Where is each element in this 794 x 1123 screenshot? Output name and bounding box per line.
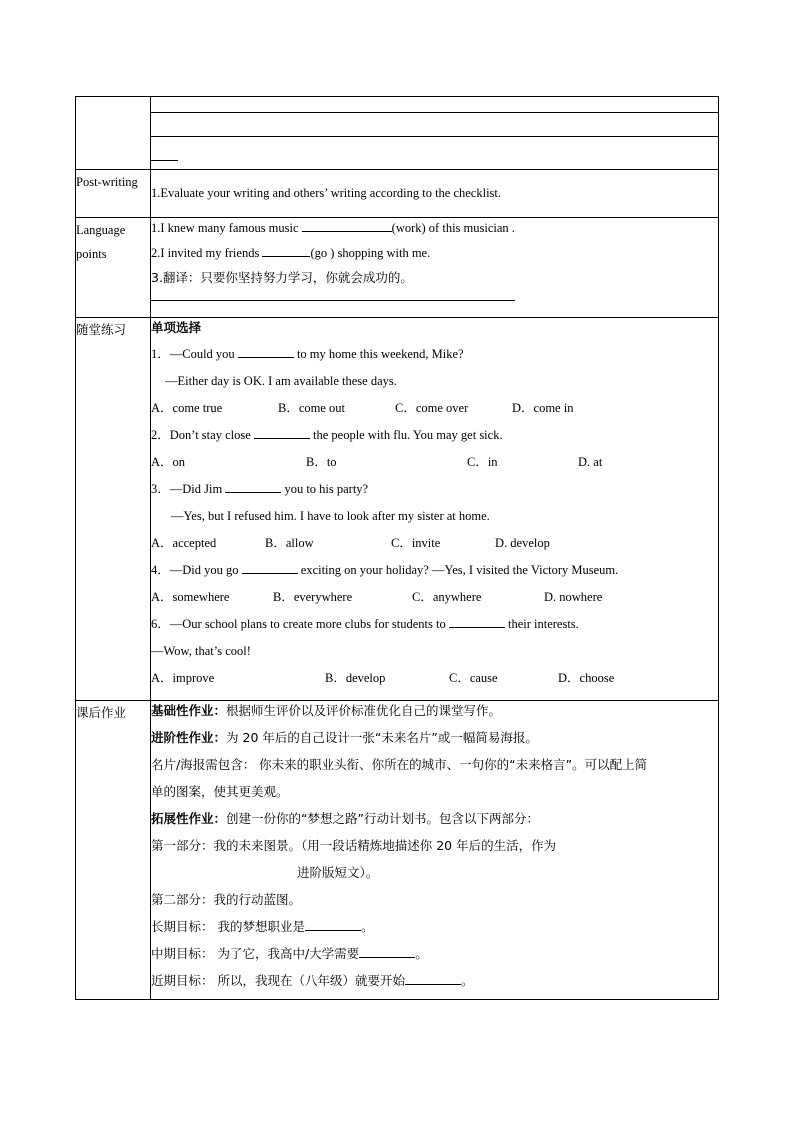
q6-options [151,665,718,692]
hw-long-text: 长期目标： 我的梦想职业是 [151,919,305,934]
hw-basic-title: 基础性作业： [151,703,227,718]
language-points-row [76,218,719,318]
hw-basic [151,701,718,724]
q3-reply: —Yes, but I refused him. I have to look after my sister at home. [171,509,490,523]
lp-item-2 [151,241,718,266]
q1-blank [238,346,294,358]
question-4 [151,557,718,584]
q3-options [151,530,718,557]
hw-card-line-1: 名片/海报需包含： 你未来的职业头衔、你所在的城市、一句你的“未来格言”。可以配上简 [151,757,648,772]
hw-card-line-2: 单的图案，使其更美观。 [151,784,289,799]
q6-blank [449,616,505,628]
q4-option-d: D. nowhere [544,590,603,604]
lp-item-2-text-a: 2.I invited my friends [151,246,263,260]
post-writing-row [76,170,719,218]
q4-blank [242,562,298,574]
lp-item-3: 3.翻译：只要你坚持努力学习，你就会成功的。 [151,270,413,285]
q2-option-c: C．in [467,455,498,469]
q6-text-b: their interests. [504,617,579,631]
q3-text-a: 3．—Did Jim [151,482,226,496]
hw-mid-text: 中期目标： 为了它，我高中/大学需要 [151,946,360,961]
lesson-table [75,96,719,1000]
hw-basic-text: 根据师生评价以及评价标准优化自己的课堂写作。 [226,703,502,718]
q4-text-b: exciting on your holiday? —Yes, I visited the Victory Museum. [297,563,619,577]
q2-options [151,449,718,476]
lp-item-1-text-b: (work) of this musician . [391,221,515,235]
q2-option-a: A．on [151,455,186,469]
lp-item-2-blank [262,245,310,257]
hw-extension [151,805,718,832]
q4-option-a: A．somewhere [151,590,230,604]
writing-line-2 [151,123,718,137]
practice-cell [151,318,719,701]
q1-options [151,395,718,422]
writing-line-1 [151,99,718,113]
hw-near-text: 近期目标： 所以，我现在（八年级）就要开始 [151,973,405,988]
q4-option-c: C．anywhere [412,590,482,604]
q1-option-c: C．come over [395,401,469,415]
hw-near-end: 。 [460,973,474,988]
hw-mid-blank [359,946,415,958]
q3-option-a: A．accepted [151,536,217,550]
post-writing-label: Post-writing [76,170,151,218]
q2-text-a: 2．Don’t stay close [151,428,254,442]
homework-cell [151,701,719,1000]
writing-lines-cell [151,97,719,170]
practice-label: 随堂练习 [76,318,151,701]
q1-text-b: to my home this weekend, Mike? [293,347,464,361]
post-writing-text: 1.Evaluate your writing and others’ writing according to the checklist. [151,186,502,200]
q1-option-d: D．come in [512,401,574,415]
lp-item-1 [151,218,718,241]
q2-blank [254,427,310,439]
lp-item-1-text-a: 1.I knew many famous music [151,221,302,235]
writing-line-3 [151,147,178,161]
lp-item-3-answer-line [151,290,515,301]
hw-long-blank [305,919,361,931]
homework-row [76,701,719,1000]
q2-option-b: B．to [306,455,337,469]
question-1 [151,341,718,368]
q6-option-b: B．develop [325,671,386,685]
q4-options [151,584,718,611]
q6-option-a: A．improve [151,671,215,685]
hw-near-term [151,967,718,994]
question-3 [151,476,718,503]
lp-item-1-blank [302,220,392,232]
q4-option-b: B．everywhere [273,590,353,604]
q3-option-d: D. develop [495,536,550,550]
language-points-cell [151,218,719,318]
q1-reply: —Either day is OK. I am available these days. [165,374,397,388]
q4-text-a: 4．—Did you go [151,563,242,577]
empty-label-cell [76,97,151,170]
q1-option-b: B．come out [278,401,346,415]
practice-row [76,318,719,701]
practice-heading: 单项选择 [151,320,202,335]
q6-option-d: D．choose [558,671,615,685]
q3-blank [225,481,281,493]
hw-ext-text: 创建一份你的“梦想之路”行动计划书。包含以下两部分： [226,811,539,826]
hw-long-end: 。 [360,919,374,934]
q1-option-a: A．come true [151,401,223,415]
writing-lines-row [76,97,719,170]
homework-label: 课后作业 [76,701,151,1000]
hw-ext-title: 拓展性作业： [151,811,227,826]
hw-advanced [151,724,718,751]
hw-near-blank [405,973,461,985]
q1-text-a: 1．—Could you [151,347,238,361]
hw-mid-end: 。 [415,946,428,961]
post-writing-cell [151,170,719,218]
lp-item-2-text-b: (go ) shopping with me. [310,246,431,260]
hw-advanced-title: 进阶性作业： [151,730,227,745]
q2-option-d: D. at [578,455,603,469]
hw-mid-term [151,940,718,967]
language-points-label: Language points [76,218,151,318]
q6-text-a: 6．—Our school plans to create more clubs for students to [151,617,449,631]
q2-text-b: the people with flu. You may get sick. [309,428,503,442]
question-6 [151,611,718,638]
q6-option-c: C．cause [449,671,498,685]
hw-long-term [151,913,718,940]
q3-option-c: C．invite [391,536,441,550]
q3-option-b: B．allow [265,536,314,550]
hw-part1-line-2: 进阶版短文）。 [297,865,379,880]
q3-text-b: you to his party? [281,482,369,496]
question-2 [151,422,718,449]
hw-advanced-text: 为 20 年后的自己设计一张“未来名片”或一幅简易海报。 [226,730,538,745]
hw-part1-line-1: 第一部分：我的未来图景。（用一段话精炼地描述你 20 年后的生活，作为 [151,838,557,853]
hw-part2: 第二部分：我的行动蓝图。 [151,892,302,907]
q6-reply: —Wow, that’s cool! [151,644,251,658]
